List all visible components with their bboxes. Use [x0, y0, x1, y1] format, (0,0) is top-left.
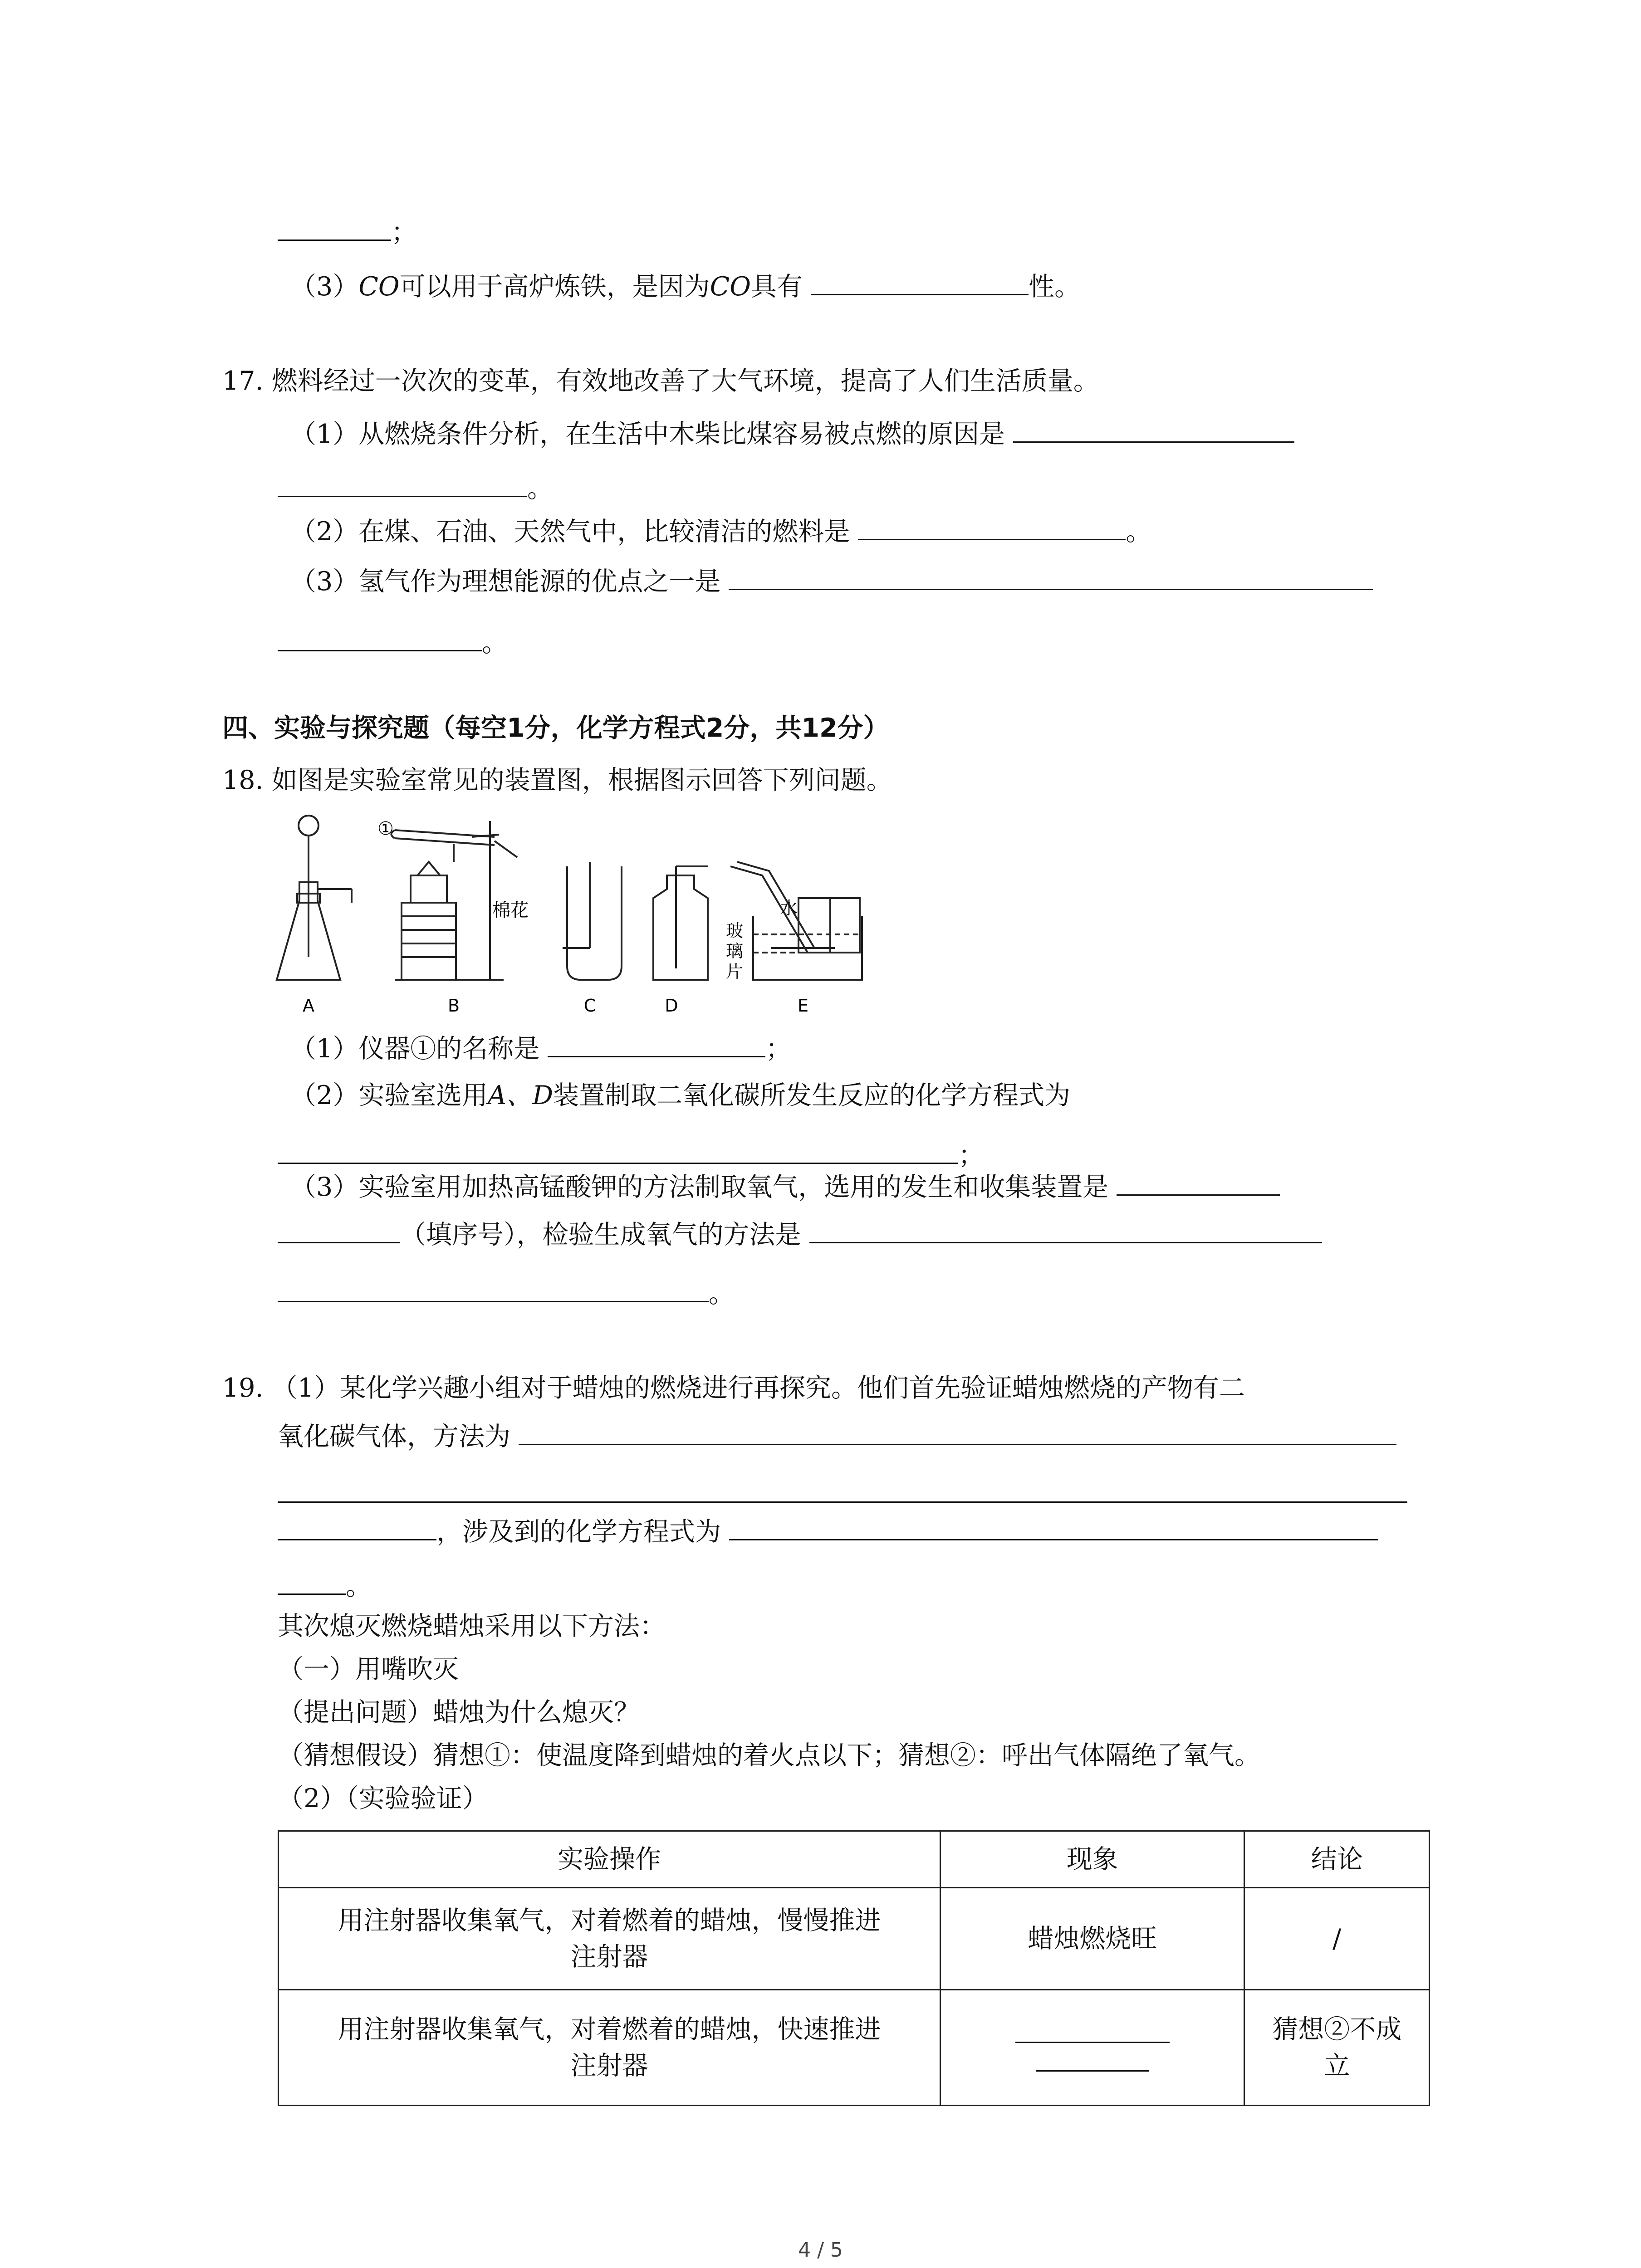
table-cell-phenomenon — [941, 1990, 1244, 2106]
answer-blank[interactable] — [278, 1275, 709, 1302]
label-a: A — [303, 996, 314, 1016]
q18-part2-cont: ； — [278, 1136, 984, 1173]
label-water: 水 — [780, 898, 798, 918]
q19-line5: 。 — [278, 1567, 372, 1604]
apparatus-e-trough — [730, 862, 862, 980]
label-glass-2: 璃 — [726, 941, 744, 961]
table-row — [279, 1990, 1430, 2106]
apparatus-a-flask — [277, 816, 352, 980]
q18-stem: 18. 如图是实验室常见的装置图，根据图示回答下列问题。 — [222, 765, 892, 795]
table-cell-conclusion: / — [1244, 1888, 1430, 1990]
q16-tail: ； — [278, 213, 417, 250]
answer-blank[interactable] — [278, 1136, 958, 1164]
q19-question: （提出问题）蜡烛为什么熄灭？ — [278, 1697, 640, 1727]
label-d: D — [665, 996, 678, 1016]
apparatus-c-tube — [563, 862, 622, 980]
answer-blank[interactable] — [1117, 1168, 1280, 1196]
q19-stem-2: 氧化碳气体，方法为 — [278, 1418, 1396, 1455]
q17-part1-cont: 。 — [278, 469, 553, 507]
experiment-table — [278, 1830, 1430, 2106]
q16-part3: （3）CO可以用于高炉炼铁，是因为CO具有 性。 — [290, 268, 1080, 305]
answer-line[interactable] — [278, 1501, 1407, 1503]
answer-blank[interactable] — [278, 1216, 400, 1243]
q18-part2: （2）实验室选用A、D装置制取二氧化碳所发生反应的化学方程式为 — [290, 1080, 1071, 1110]
label-e: E — [797, 996, 809, 1016]
header-conclusion: 结论 — [1244, 1831, 1430, 1888]
answer-blank[interactable] — [811, 268, 1029, 295]
q19-next: 其次熄灭燃烧蜡烛采用以下方法： — [278, 1611, 666, 1641]
q19-hypothesis: （猜想假设）猜想①：使温度降到蜡烛的着火点以下；猜想②：呼出气体隔绝了氧气。 — [278, 1740, 1260, 1770]
apparatus-d-bottle — [653, 866, 708, 980]
answer-blank[interactable] — [278, 469, 527, 497]
q18-part3: （3）实验室用加热高锰酸钾的方法制取氧气，选用的发生和收集装置是 — [290, 1168, 1280, 1205]
table-cell-phenomenon: 蜡烛燃烧旺 — [941, 1888, 1244, 1990]
answer-blank[interactable] — [548, 1030, 765, 1057]
table-row — [279, 1888, 1430, 1990]
label-b: B — [447, 996, 460, 1016]
figure-mark: ① — [377, 818, 394, 839]
answer-blank[interactable] — [278, 624, 482, 651]
label-glass-3: 片 — [726, 962, 744, 982]
label-c: C — [583, 996, 596, 1016]
answer-blank[interactable] — [858, 513, 1126, 540]
header-operation: 实验操作 — [279, 1831, 941, 1888]
q19-part2: （2）（实验验证） — [278, 1784, 488, 1813]
answer-blank[interactable] — [519, 1418, 1396, 1445]
q19-stem-1: 19. （1）某化学兴趣小组对于蜡烛的燃烧进行再探究。他们首先验证蜡烛燃烧的产物有二 — [222, 1373, 1245, 1403]
q19-method1: （一）用嘴吹灭 — [278, 1654, 459, 1684]
answer-blank[interactable] — [1013, 415, 1294, 443]
q17-part3-cont: 。 — [278, 624, 508, 661]
q19-line4: ，涉及到的化学方程式为 — [278, 1513, 1378, 1550]
answer-blank[interactable] — [1015, 2024, 1170, 2043]
q17-part3: （3）氢气作为理想能源的优点之一是 — [290, 562, 1373, 600]
q18-part1: （1）仪器①的名称是 ； — [290, 1030, 791, 1067]
answer-blank[interactable] — [1036, 2052, 1149, 2072]
table-header-row — [279, 1831, 1430, 1888]
answer-blank[interactable] — [278, 1567, 346, 1595]
table-cell-conclusion: 猜想②不成 立 — [1244, 1990, 1430, 2106]
answer-blank[interactable] — [809, 1216, 1322, 1243]
q18-part3-end: 。 — [278, 1275, 735, 1312]
label-cotton: 棉花 — [492, 900, 529, 921]
q17-part1: （1）从燃烧条件分析，在生活中木柴比煤容易被点燃的原因是 — [290, 415, 1294, 452]
section-title: 四、实验与探究题（每空1分，化学方程式2分，共12分） — [222, 713, 889, 743]
answer-blank[interactable] — [278, 1513, 436, 1540]
table-cell-operation: 用注射器收集氧气，对着燃着的蜡烛，快速推进 注射器 — [279, 1990, 941, 2106]
table-cell-operation: 用注射器收集氧气，对着燃着的蜡烛，慢慢推进 注射器 — [279, 1888, 941, 1990]
header-phenomenon: 现象 — [941, 1831, 1244, 1888]
q17-part2: （2）在煤、石油、天然气中，比较清洁的燃料是 。 — [290, 513, 1151, 550]
q18-part3-cont: （填序号），检验生成氧气的方法是 — [278, 1216, 1322, 1253]
answer-blank[interactable] — [278, 213, 391, 241]
apparatus-figure — [272, 812, 880, 1030]
q17-stem: 17. 燃料经过一次次的变革，有效地改善了大气环境，提高了人们生活质量。 — [222, 366, 1099, 396]
answer-blank[interactable] — [729, 562, 1373, 590]
page-number: 4 / 5 — [798, 2239, 843, 2262]
label-glass-1: 玻 — [726, 921, 744, 941]
answer-blank[interactable] — [729, 1513, 1378, 1540]
